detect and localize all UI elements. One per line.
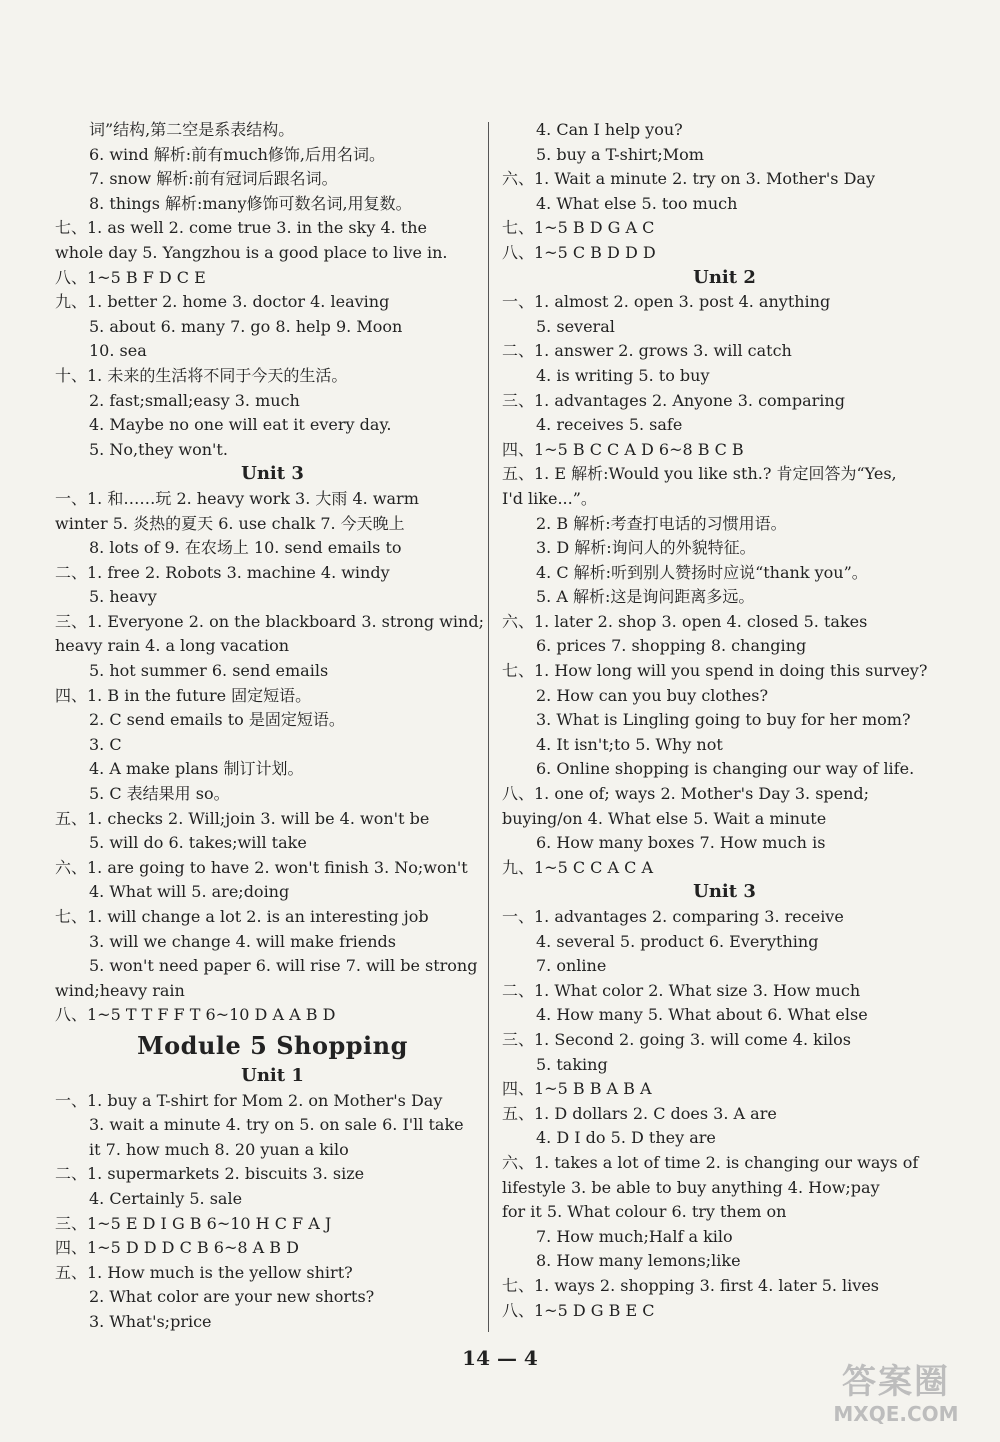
answer-line: I'd like...”。 bbox=[502, 488, 597, 508]
answer-line: 4. Certainly 5. sale bbox=[89, 1188, 243, 1208]
answer-line: 4. receives 5. safe bbox=[536, 415, 683, 435]
answer-line: 5. taking bbox=[536, 1054, 608, 1074]
answer-line: 八、1~5 T T F F T 6~10 D A A B D bbox=[55, 1005, 336, 1025]
answer-line: 八、1. one of; ways 2. Mother's Day 3. spend; bbox=[502, 784, 870, 804]
answer-line: 5. C 表结果用 so。 bbox=[89, 784, 230, 804]
answer-line: 三、1~5 E D I G B 6~10 H C F A J bbox=[55, 1213, 332, 1233]
unit-heading: Unit 3 bbox=[241, 463, 304, 485]
answer-line: 二、1. free 2. Robots 3. machine 4. windy bbox=[55, 562, 390, 582]
answer-line: 四、1~5 B B A B A bbox=[502, 1079, 652, 1099]
unit-heading: Unit 1 bbox=[241, 1064, 304, 1086]
answer-line: 8. things 解析:many修饰可数名词,用复数。 bbox=[89, 193, 412, 213]
answer-line: wind;heavy rain bbox=[55, 980, 185, 1000]
answer-line: 4. C 解析:听到别人赞扬时应说“thank you”。 bbox=[536, 562, 868, 582]
answer-line: 一、1. advantages 2. comparing 3. receive bbox=[502, 907, 844, 926]
answer-line: 5. A 解析:这是询问距离多远。 bbox=[536, 587, 755, 607]
column-divider bbox=[488, 122, 489, 1332]
answer-line: 五、1. D dollars 2. C does 3. A are bbox=[502, 1103, 777, 1123]
answer-line: 词”结构,第二空是系表结构。 bbox=[89, 120, 295, 139]
answer-line: 九、1. better 2. home 3. doctor 4. leaving bbox=[55, 292, 390, 312]
answer-line: 5. buy a T-shirt;Mom bbox=[536, 144, 704, 164]
answer-line: 4. D I do 5. D they are bbox=[536, 1128, 716, 1148]
answer-line: for it 5. What colour 6. try them on bbox=[502, 1202, 787, 1222]
answer-line: heavy rain 4. a long vacation bbox=[55, 636, 290, 656]
answer-line: 一、1. almost 2. open 3. post 4. anything bbox=[502, 292, 831, 312]
answer-line: 五、1. How much is the yellow shirt? bbox=[55, 1262, 353, 1282]
answer-line: 三、1. Everyone 2. on the blackboard 3. strong wind; bbox=[55, 611, 484, 631]
answer-line: 十、1. 未来的生活将不同于今天的生活。 bbox=[55, 365, 348, 385]
right-column bbox=[502, 118, 947, 1323]
answer-line: 7. How much;Half a kilo bbox=[536, 1226, 733, 1246]
answer-line: 6. prices 7. shopping 8. changing bbox=[536, 636, 807, 656]
answer-line: it 7. how much 8. 20 yuan a kilo bbox=[89, 1139, 349, 1159]
watermark-logo: 答案圈 bbox=[842, 1362, 950, 1402]
answer-line: 二、1. answer 2. grows 3. will catch bbox=[502, 341, 792, 361]
answer-line: buying/on 4. What else 5. Wait a minute bbox=[502, 808, 827, 828]
answer-line: 八、1~5 B F D C E bbox=[55, 267, 206, 287]
answer-line: 八、1~5 C B D D D bbox=[502, 242, 656, 262]
left-column bbox=[55, 118, 490, 1335]
answer-line: 7. snow 解析:前有冠词后跟名词。 bbox=[89, 169, 338, 189]
unit-heading: Unit 2 bbox=[693, 266, 756, 288]
module-heading: Module 5 Shopping bbox=[137, 1030, 408, 1060]
answer-line: 2. fast;small;easy 3. much bbox=[89, 390, 300, 410]
answer-line: 3. D 解析:询问人的外貌特征。 bbox=[536, 538, 756, 558]
answer-line: 5. won't need paper 6. will rise 7. will be strong bbox=[89, 956, 478, 976]
answer-line: 二、1. supermarkets 2. biscuits 3. size bbox=[55, 1164, 365, 1184]
answer-line: whole day 5. Yangzhou is a good place to live in. bbox=[55, 242, 448, 262]
answer-line: 六、1. Wait a minute 2. try on 3. Mother's Day bbox=[502, 169, 875, 189]
answer-line: 7. online bbox=[536, 956, 607, 976]
answer-line: 5. will do 6. takes;will take bbox=[89, 833, 307, 853]
answer-line: 八、1~5 D G B E C bbox=[502, 1300, 655, 1320]
answer-line: 3. What is Lingling going to buy for her mom? bbox=[536, 710, 911, 730]
answer-line: 七、1. will change a lot 2. is an interesting job bbox=[55, 907, 429, 926]
answer-line: 3. will we change 4. will make friends bbox=[89, 931, 396, 951]
watermark-text: MXQE.COM bbox=[833, 1402, 959, 1426]
answer-line: 2. B 解析:考查打电话的习惯用语。 bbox=[536, 513, 787, 533]
answer-line: 二、1. What color 2. What size 3. How much bbox=[502, 980, 861, 1000]
answer-line: 6. Online shopping is changing our way of life. bbox=[536, 759, 915, 779]
answer-line: 四、1~5 B C C A D 6~8 B C B bbox=[502, 439, 744, 459]
answer-line: 四、1. B in the future 固定短语。 bbox=[55, 685, 312, 705]
answer-line: 六、1. later 2. shop 3. open 4. closed 5. takes bbox=[502, 611, 868, 631]
answer-line: 5. heavy bbox=[89, 587, 157, 607]
answer-line: 5. hot summer 6. send emails bbox=[89, 661, 329, 681]
answer-line: 8. How many lemons;like bbox=[536, 1251, 741, 1271]
answer-line: 六、1. takes a lot of time 2. is changing our ways of bbox=[502, 1152, 919, 1172]
answer-line: 四、1~5 D D D C B 6~8 A B D bbox=[55, 1238, 299, 1258]
answer-line: 5. about 6. many 7. go 8. help 9. Moon bbox=[89, 316, 403, 336]
answer-line: 五、1. checks 2. Will;join 3. will be 4. won't be bbox=[55, 808, 430, 828]
answer-line: 4. Can I help you? bbox=[536, 120, 683, 139]
answer-line: 10. sea bbox=[89, 341, 147, 361]
answer-line: 2. What color are your new shorts? bbox=[89, 1287, 375, 1307]
answer-line: 3. C bbox=[89, 734, 122, 754]
answer-line: 2. C send emails to 是固定短语。 bbox=[89, 710, 345, 730]
answer-line: 三、1. Second 2. going 3. will come 4. kilos bbox=[502, 1029, 851, 1049]
answer-line: 七、1. How long will you spend in doing this survey? bbox=[502, 661, 928, 681]
answer-line: 6. How many boxes 7. How much is bbox=[536, 833, 826, 853]
answer-line: 6. wind 解析:前有much修饰,后用名词。 bbox=[89, 144, 386, 164]
answer-line: 3. What's;price bbox=[89, 1311, 212, 1331]
answer-line: 4. Maybe no one will eat it every day. bbox=[89, 415, 392, 435]
page-number: 14 — 4 bbox=[462, 1346, 538, 1370]
answer-line: 一、1. 和……玩 2. heavy work 3. 大雨 4. warm bbox=[55, 488, 419, 508]
answer-line: 4. several 5. product 6. Everything bbox=[536, 931, 819, 951]
answer-line: 三、1. advantages 2. Anyone 3. comparing bbox=[502, 390, 845, 410]
answer-line: 九、1~5 C C A C A bbox=[502, 857, 654, 877]
answer-line: 4. It isn't;to 5. Why not bbox=[536, 734, 723, 754]
answer-line: 五、1. E 解析:Would you like sth.? 肯定回答为“Yes, bbox=[502, 464, 897, 484]
unit-heading: Unit 3 bbox=[693, 881, 756, 903]
answer-line: 4. How many 5. What about 6. What else bbox=[536, 1005, 868, 1025]
answer-line: 4. is writing 5. to buy bbox=[536, 365, 710, 385]
answer-line: 2. How can you buy clothes? bbox=[536, 685, 769, 705]
answer-line: 4. What will 5. are;doing bbox=[89, 882, 290, 902]
answer-line: 4. A make plans 制订计划。 bbox=[89, 759, 304, 779]
answer-line: 8. lots of 9. 在农场上 10. send emails to bbox=[89, 538, 402, 558]
answer-line: 一、1. buy a T-shirt for Mom 2. on Mother's Day bbox=[55, 1090, 443, 1110]
answer-line: 七、1. as well 2. come true 3. in the sky 4. the bbox=[55, 218, 428, 238]
answer-line: winter 5. 炎热的夏天 6. use chalk 7. 今天晚上 bbox=[55, 513, 405, 533]
answer-line: 3. wait a minute 4. try on 5. on sale 6. I'll take bbox=[89, 1115, 464, 1135]
answer-line: 七、1~5 B D G A C bbox=[502, 218, 655, 238]
answer-line: 5. No,they won't. bbox=[89, 439, 228, 459]
watermark bbox=[816, 1362, 976, 1432]
answer-line: 六、1. are going to have 2. won't finish 3. No;won't bbox=[55, 857, 468, 877]
answer-line: 5. several bbox=[536, 316, 615, 336]
answer-line: lifestyle 3. be able to buy anything 4. How;pay bbox=[502, 1177, 880, 1197]
answer-line: 七、1. ways 2. shopping 3. first 4. later 5. lives bbox=[502, 1275, 880, 1295]
answer-line: 4. What else 5. too much bbox=[536, 193, 738, 213]
